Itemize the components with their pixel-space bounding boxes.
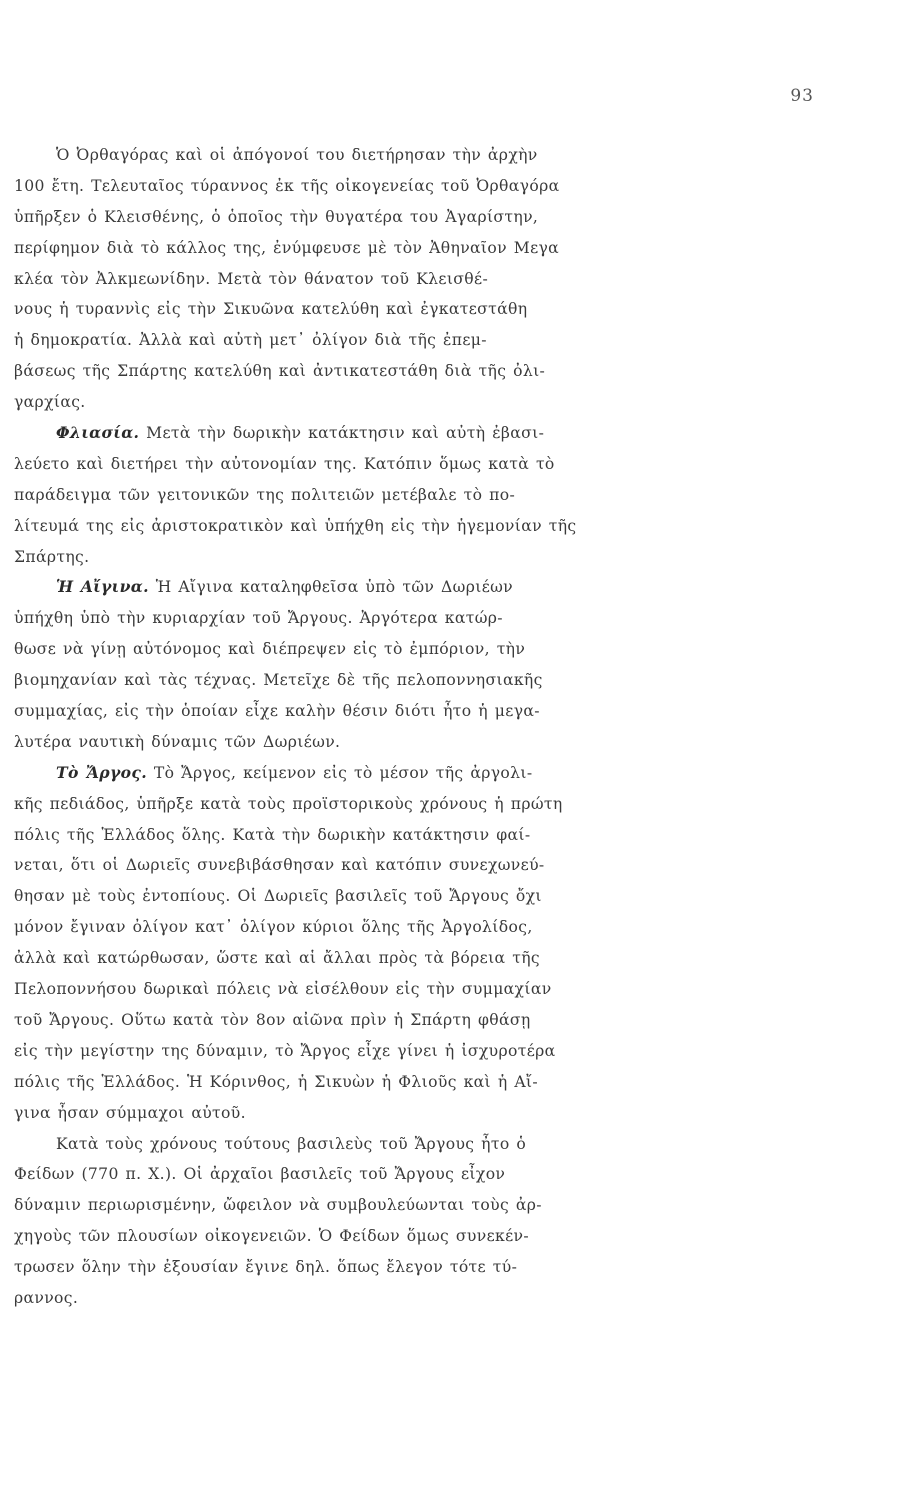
text-line: ἀλλὰ καὶ κατώρθωσαν, ὥστε καὶ αἱ ἄλλαι πρὸς τὰ βόρεια τῆς: [14, 949, 540, 968]
section-heading: Φλιασία.: [56, 423, 140, 443]
paragraph-aigina: [14, 572, 714, 757]
paragraph-orthagoras: [14, 140, 714, 418]
text-line: λίτευμά της εἰς ἀριστοκρατικὸν καὶ ὑπήχθη εἰς τὴν ἡγεμονίαν τῆς: [14, 516, 577, 535]
text-line: Κατὰ τοὺς χρόνους τούτους βασιλεὺς τοῦ Ἄργους ἦτο ὁ: [56, 1134, 527, 1153]
text-line: γινα ἦσαν σύμμαχοι αὐτοῦ.: [14, 1103, 246, 1122]
text-line: χηγοὺς τῶν πλουσίων οἰκογενειῶν. Ὁ Φείδων ὅμως συνεκέν-: [14, 1227, 529, 1246]
section-heading: Τὸ Ἄργος.: [56, 762, 148, 782]
text-line: [14, 572, 714, 603]
text-line: λυτέρα ναυτικὴ δύναμις τῶν Δωριέων.: [14, 732, 341, 751]
text-line: νους ἡ τυραννὶς εἰς τὴν Σικυῶνα κατελύθη καὶ ἐγκατεστάθη: [14, 300, 528, 319]
text-line-content: Ἡ Αἴγινα καταληφθεῖσα ὑπὸ τῶν Δωριέων: [155, 578, 514, 597]
text-line-content: Τὸ Ἄργος, κείμενον εἰς τὸ μέσον τῆς ἀργολι-: [153, 763, 533, 782]
text-line: βάσεως τῆς Σπάρτης κατελύθη καὶ ἀντικατεστάθη διὰ τῆς ὀλι-: [14, 362, 546, 381]
paragraph-feidon: [14, 1129, 714, 1314]
text-line: τρωσεν ὅλην τὴν ἐξουσίαν ἔγινε δηλ. ὅπως ἔλεγον τότε τύ-: [14, 1258, 518, 1277]
text-line: ἡ δημοκρατία. Ἀλλὰ καὶ αὐτὴ μετ᾽ ὀλίγον διὰ τῆς ἐπεμ-: [14, 331, 487, 350]
text-line: ραννος.: [14, 1288, 79, 1307]
text-line: κλέα τὸν Ἀλκμεωνίδην. Μετὰ τὸν θάνατον τοῦ Κλεισθέ-: [14, 269, 489, 288]
text-line: νεται, ὅτι οἱ Δωριεῖς συνεβιβάσθησαν καὶ κατόπιν συνεχωνεύ-: [14, 856, 545, 875]
text-line-content: Μετὰ τὴν δωρικὴν κατάκτησιν καὶ αὐτὴ ἐβασι-: [146, 424, 545, 443]
text-line: συμμαχίας, εἰς τὴν ὁποίαν εἶχε καλὴν θέσιν διότι ἦτο ἡ μεγα-: [14, 702, 540, 721]
body-text: [14, 140, 714, 1314]
text-line: περίφημον διὰ τὸ κάλλος της, ἐνύμφευσε μὲ τὸν Ἀθηναῖον Μεγα: [14, 238, 560, 257]
text-line: λεύετο καὶ διετήρει τὴν αὐτονομίαν της. Κατόπιν ὅμως κατὰ τὸ: [14, 454, 555, 473]
text-line: 100 ἔτη. Τελευταῖος τύραννος ἐκ τῆς οἰκογενείας τοῦ Ὀρθαγόρα: [14, 176, 560, 195]
text-line: βιομηχανίαν καὶ τὰς τέχνας. Μετεῖχε δὲ τῆς πελοποννησιακῆς: [14, 671, 543, 690]
text-line: μόνον ἔγιναν ὀλίγον κατ᾽ ὀλίγον κύριοι ὅλης τῆς Ἀργολίδος,: [14, 918, 533, 937]
text-line: κῆς πεδιάδος, ὑπῆρξε κατὰ τοὺς προϊστορικοὺς χρόνους ἡ πρώτη: [14, 794, 563, 813]
paragraph-argos: [14, 758, 714, 1129]
text-line: [14, 758, 714, 789]
text-line: πόλις τῆς Ἑλλάδος ὅλης. Κατὰ τὴν δωρικὴν κατάκτησιν φαί-: [14, 825, 531, 844]
text-line: [14, 418, 714, 449]
section-heading: Ἡ Αἴγινα.: [56, 577, 149, 597]
text-line: πόλις τῆς Ἑλλάδος. Ἡ Κόρινθος, ἡ Σικυὼν ἡ Φλιοῦς καὶ ἡ Αἴ-: [14, 1072, 539, 1091]
paragraph-fliasia: [14, 418, 714, 572]
text-line: Σπάρτης.: [14, 547, 90, 566]
text-line: παράδειγμα τῶν γειτονικῶν της πολιτειῶν μετέβαλε τὸ πο-: [14, 485, 516, 504]
text-line: Φείδων (770 π. Χ.). Οἱ ἀρχαῖοι βασιλεῖς τοῦ Ἄργους εἶχον: [14, 1165, 506, 1184]
page-number: 93: [790, 86, 814, 106]
text-line: γαρχίας.: [14, 393, 86, 412]
text-line: Πελοποννήσου δωρικαὶ πόλεις νὰ εἰσέλθουν εἰς τὴν συμμαχίαν: [14, 980, 552, 999]
text-line: τοῦ Ἄργους. Οὕτω κατὰ τὸν 8ον αἰῶνα πρὶν ἡ Σπάρτη φθάσῃ: [14, 1010, 531, 1029]
text-line: θωσε νὰ γίνῃ αὐτόνομος καὶ διέπρεψεν εἰς τὸ ἐμπόριον, τὴν: [14, 640, 526, 659]
text-line: Ὁ Ὀρθαγόρας καὶ οἱ ἀπόγονοί του διετήρησαν τὴν ἀρχὴν: [56, 146, 538, 164]
text-line: θησαν μὲ τοὺς ἐντοπίους. Οἱ Δωριεῖς βασιλεῖς τοῦ Ἄργους ὄχι: [14, 887, 542, 906]
text-line: εἰς τὴν μεγίστην της δύναμιν, τὸ Ἄργος εἶχε γίνει ἡ ἰσχυροτέρα: [14, 1041, 556, 1060]
text-line: ὑπῆρξεν ὁ Κλεισθένης, ὁ ὁποῖος τὴν θυγατέρα του Ἀγαρίστην,: [14, 207, 539, 226]
text-line: ὑπήχθη ὑπὸ τὴν κυριαρχίαν τοῦ Ἄργους. Ἀργότερα κατώρ-: [14, 609, 503, 628]
text-line: δύναμιν περιωρισμένην, ὤφειλον νὰ συμβουλεύωνται τοὺς ἀρ-: [14, 1196, 542, 1215]
